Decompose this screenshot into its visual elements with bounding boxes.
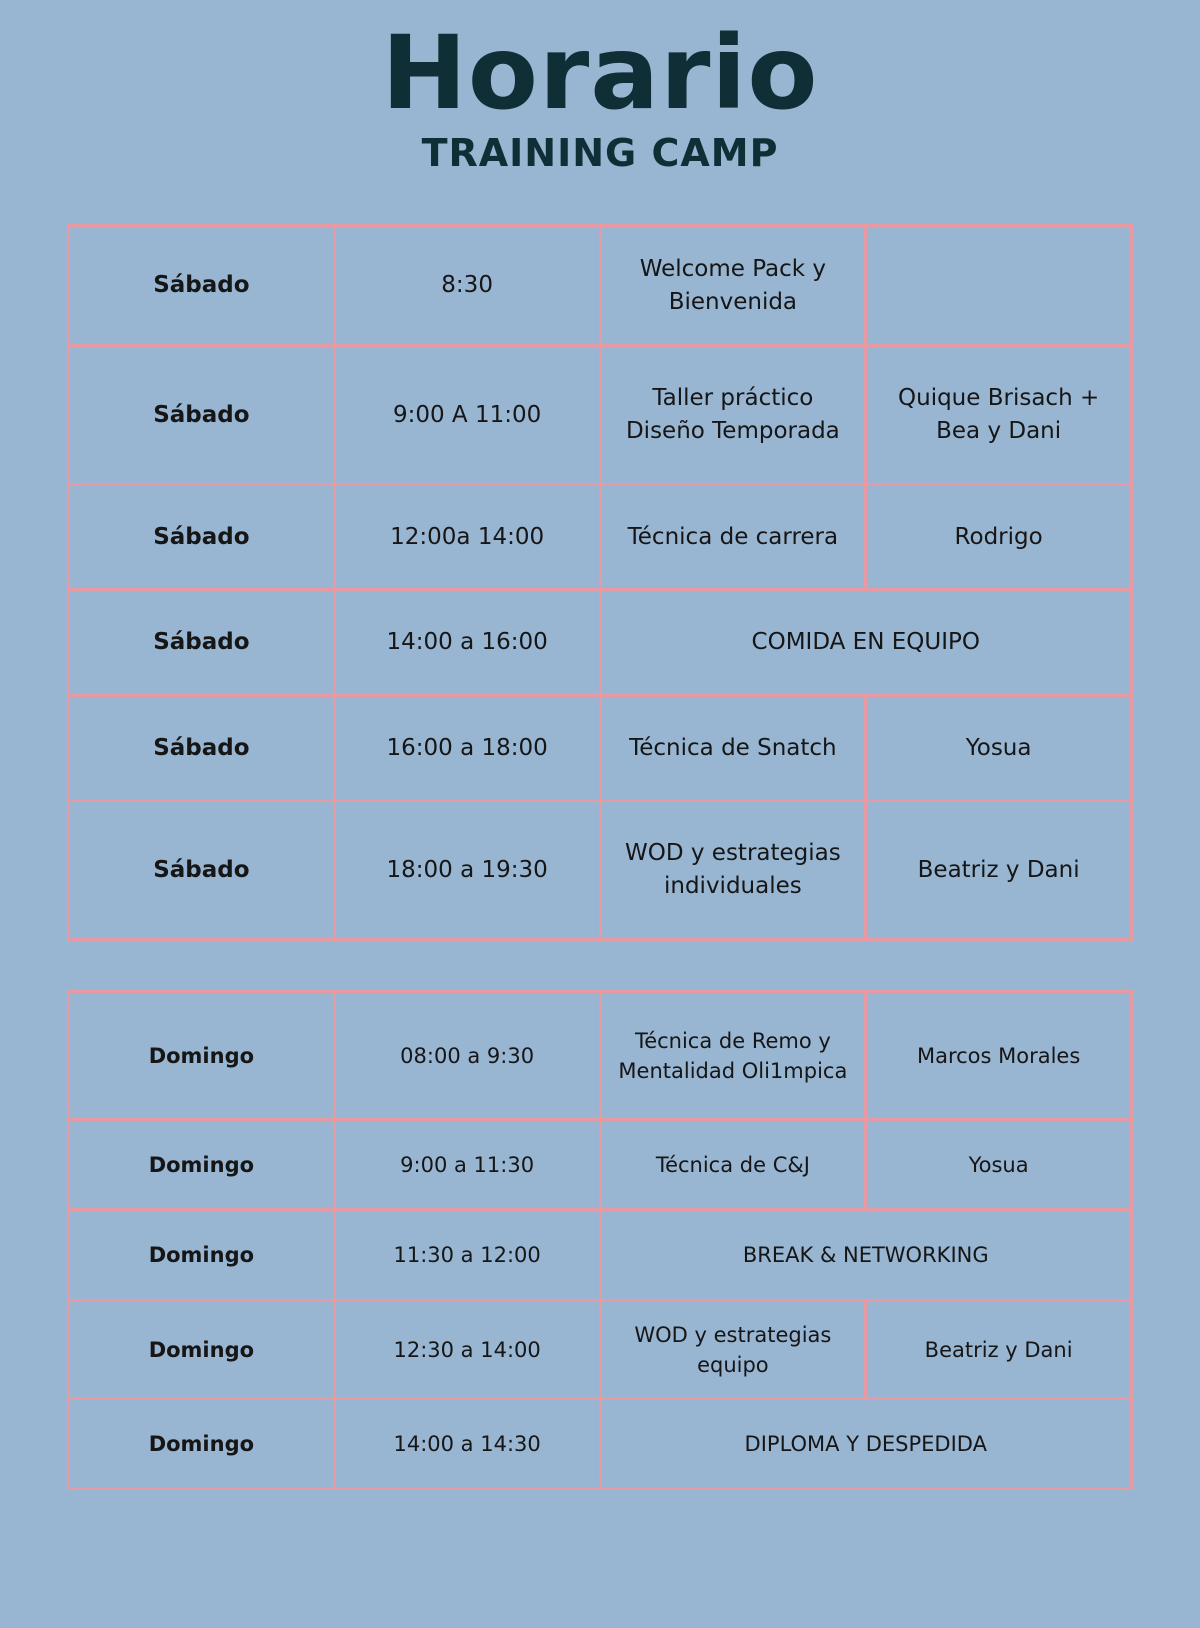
coach-cell: Yosua <box>866 1120 1132 1210</box>
table-row <box>69 346 1132 485</box>
table-row <box>69 1301 1132 1399</box>
coach-cell: Beatriz y Dani <box>866 1301 1132 1399</box>
day-cell: Sábado <box>69 346 335 485</box>
day-cell: Sábado <box>69 696 335 801</box>
time-cell: 18:00 a 19:30 <box>334 801 600 940</box>
coach-cell: Yosua <box>866 696 1132 801</box>
time-cell: 14:00 a 16:00 <box>334 590 600 696</box>
activity-cell-merged: DIPLOMA Y DESPEDIDA <box>600 1399 1132 1489</box>
day-cell: Domingo <box>69 1301 335 1399</box>
activity-cell-merged: COMIDA EN EQUIPO <box>600 590 1132 696</box>
table-row <box>69 226 1132 346</box>
activity-cell: Técnica de Snatch <box>600 696 866 801</box>
activity-cell: WOD y estrategias individuales <box>600 801 866 940</box>
activity-cell: WOD y estrategias equipo <box>600 1301 866 1399</box>
activity-cell: Welcome Pack y Bienvenida <box>600 226 866 346</box>
table-row <box>69 1120 1132 1210</box>
coach-cell <box>866 226 1132 346</box>
page-subtitle: TRAINING CAMP <box>421 131 779 175</box>
activity-cell-merged: BREAK & NETWORKING <box>600 1210 1132 1301</box>
activity-cell: Técnica de Remo y Mentalidad Oli1mpica <box>600 992 866 1120</box>
time-cell: 9:00 a 11:30 <box>334 1120 600 1210</box>
time-cell: 12:00a 14:00 <box>334 485 600 590</box>
day-cell: Domingo <box>69 1120 335 1210</box>
time-cell: 8:30 <box>334 226 600 346</box>
table-row <box>69 590 1132 696</box>
day-cell: Domingo <box>69 1399 335 1489</box>
table-row <box>69 485 1132 590</box>
coach-cell: Beatriz y Dani <box>866 801 1132 940</box>
coach-cell: Marcos Morales <box>866 992 1132 1120</box>
day-cell: Domingo <box>69 992 335 1120</box>
sunday-schedule-table <box>67 990 1133 1490</box>
activity-cell: Técnica de carrera <box>600 485 866 590</box>
table-row <box>69 696 1132 801</box>
saturday-schedule-table <box>67 224 1133 941</box>
time-cell: 9:00 A 11:00 <box>334 346 600 485</box>
table-row <box>69 801 1132 940</box>
time-cell: 12:30 a 14:00 <box>334 1301 600 1399</box>
table-row <box>69 1399 1132 1489</box>
table-row <box>69 1210 1132 1301</box>
time-cell: 14:00 a 14:30 <box>334 1399 600 1489</box>
time-cell: 08:00 a 9:30 <box>334 992 600 1120</box>
time-cell: 11:30 a 12:00 <box>334 1210 600 1301</box>
day-cell: Sábado <box>69 801 335 940</box>
day-cell: Domingo <box>69 1210 335 1301</box>
table-row <box>69 992 1132 1120</box>
activity-cell: Taller práctico Diseño Temporada <box>600 346 866 485</box>
page-title: Horario <box>381 14 819 133</box>
coach-cell: Rodrigo <box>866 485 1132 590</box>
time-cell: 16:00 a 18:00 <box>334 696 600 801</box>
day-cell: Sábado <box>69 226 335 346</box>
day-cell: Sábado <box>69 590 335 696</box>
day-cell: Sábado <box>69 485 335 590</box>
activity-cell: Técnica de C&J <box>600 1120 866 1210</box>
coach-cell: Quique Brisach + Bea y Dani <box>866 346 1132 485</box>
